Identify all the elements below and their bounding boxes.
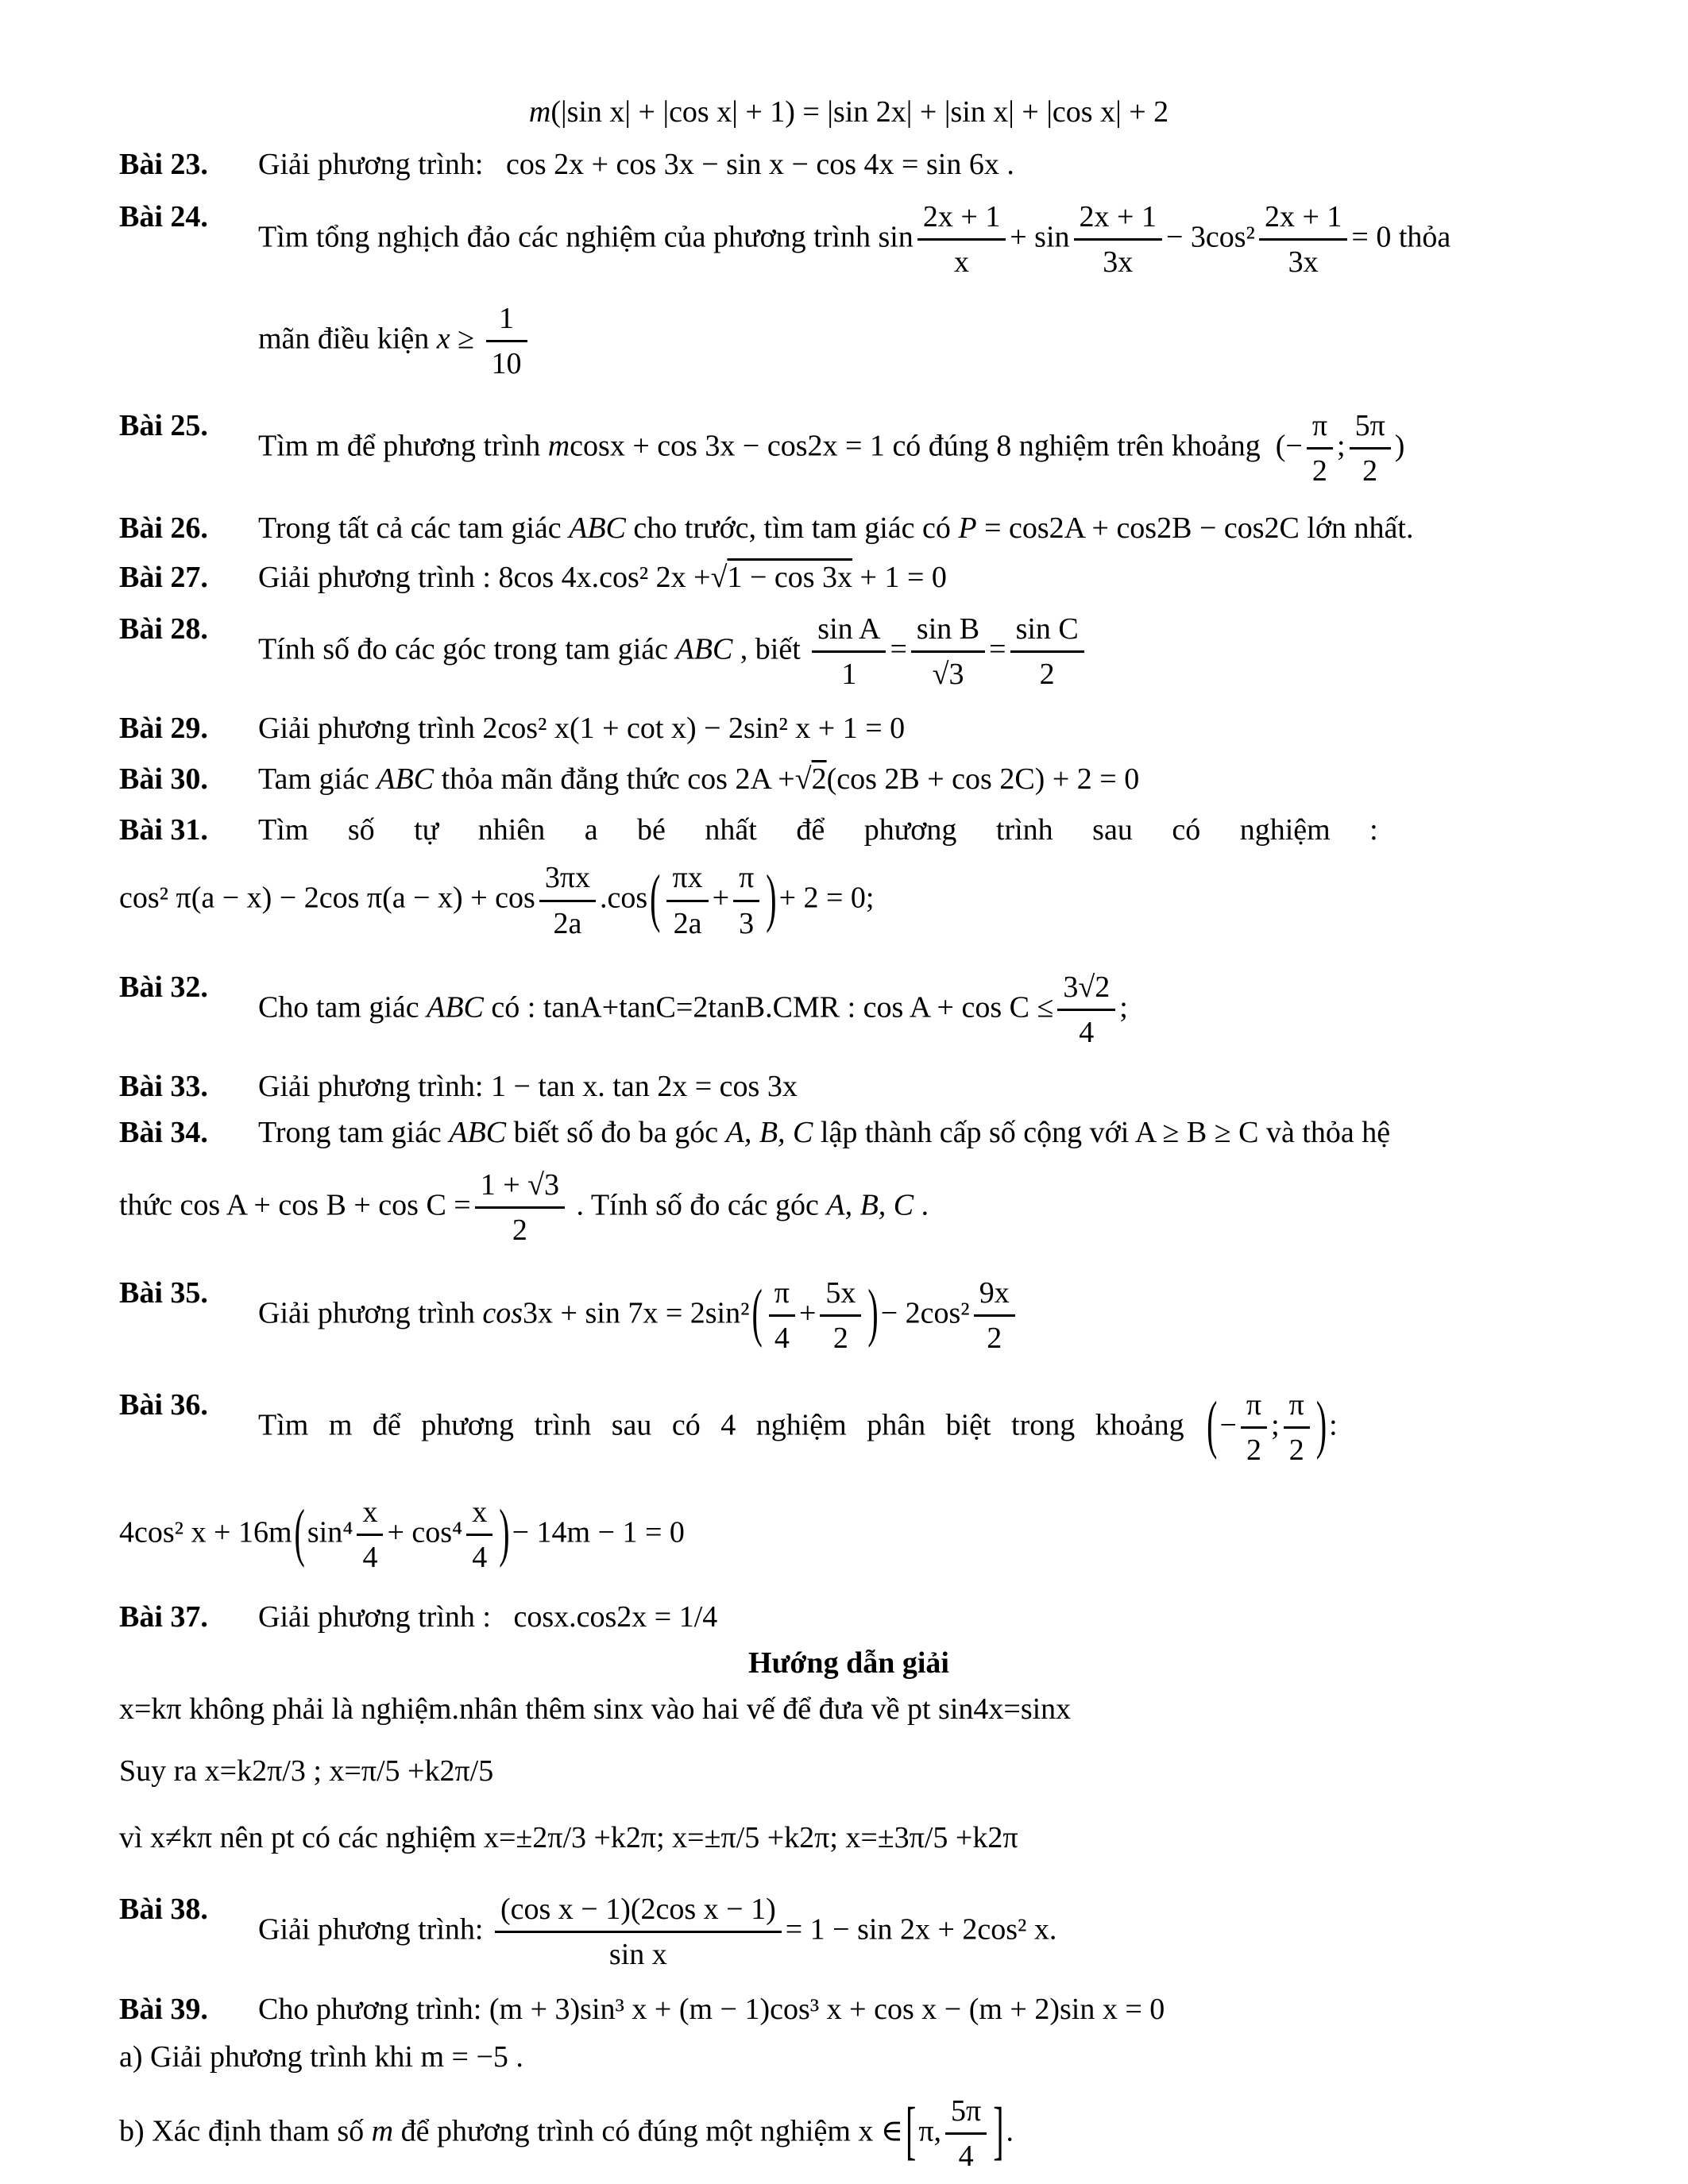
math-run: 3x + sin 7x = 2sin²	[523, 1295, 750, 1329]
fraction-denominator: √3	[932, 657, 964, 691]
math-run: −	[1219, 1408, 1237, 1442]
math-variable: cos	[482, 1295, 523, 1329]
math-run: cos 2A +	[687, 762, 795, 797]
fraction-numerator: 9x	[974, 1273, 1015, 1317]
math-variable: ABC	[427, 990, 484, 1024]
text-run: Tìm m để phương trình sau có 4 nghiệm phân biệt trong khoảng	[258, 1408, 1205, 1442]
fraction	[466, 1492, 492, 1577]
text-run: .	[508, 2039, 523, 2074]
big-delimiter: (	[751, 1275, 763, 1349]
big-delimiter: (	[294, 1495, 305, 1569]
math-run: cosx.cos2x = 1/4	[513, 1599, 718, 1634]
text-run: Cho phương trình:	[258, 1992, 489, 2026]
exercise-32	[119, 967, 1578, 1052]
math-run: x ∈	[858, 2114, 904, 2148]
fraction	[475, 1165, 565, 1250]
exercise-28-label: Bài 28.	[119, 612, 208, 646]
exercise-39	[119, 1989, 1578, 2029]
text-run: . Tính số đo các góc	[569, 1188, 827, 1222]
math-run: = cos2A + cos2B − cos2C	[976, 511, 1300, 546]
exercise-28	[119, 609, 1578, 694]
text-run: .	[914, 1188, 929, 1222]
exercise-27-label: Bài 27.	[119, 561, 208, 595]
fraction-numerator: 1 + √3	[475, 1165, 565, 1209]
fraction-numerator: 5x	[820, 1273, 861, 1317]
exercise-34-label: Bài 34.	[119, 1116, 208, 1150]
square-root	[795, 762, 827, 796]
fraction	[539, 858, 596, 943]
fraction-numerator: 2x + 1	[1074, 197, 1162, 241]
fraction	[769, 1273, 795, 1358]
radicand: 1 − cos 3x	[727, 561, 853, 595]
fraction	[974, 1273, 1015, 1358]
math-run: (−	[1275, 429, 1303, 463]
fraction-denominator: 3x	[1103, 245, 1134, 280]
math-run: + sin	[1010, 220, 1070, 254]
math-run: cos A + cos B + cos C =	[180, 1188, 471, 1222]
fraction-numerator: sin C	[1010, 609, 1084, 653]
exercise-24-continuation	[258, 299, 1578, 384]
fraction-numerator: π	[1284, 1385, 1310, 1429]
text-run: và thỏa hệ	[1258, 1116, 1391, 1150]
exercise-36-equation	[119, 1492, 1578, 1577]
math-run: + cos⁴	[387, 1515, 463, 1549]
fraction-denominator: 2a	[673, 906, 702, 940]
math-variable: A, B, C	[725, 1116, 813, 1150]
exercise-26	[119, 508, 1578, 548]
fraction-denominator: 4	[1079, 1015, 1095, 1049]
exercise-25-label: Bài 25.	[119, 408, 208, 442]
exercise-29-content	[258, 708, 1578, 748]
fraction-denominator: 4	[774, 1321, 790, 1355]
fraction-denominator: 2	[987, 1321, 1002, 1355]
text-run: x=kπ không phải là nghiệm.nhân thêm sinx vào hai vế để đưa về pt sin4x=sinx	[119, 1692, 1072, 1726]
text-run: Giải phương trình:	[258, 148, 506, 182]
text-run: .	[999, 148, 1014, 182]
math-run: )	[1394, 429, 1405, 463]
math-run: (|sin x| + |cos x| + 1) = |sin 2x| + |sin x| + |cos x| + 2	[550, 95, 1169, 129]
text-run: Cho tam giác	[258, 990, 427, 1024]
fraction	[357, 1492, 383, 1577]
solution-paragraph-2	[119, 1751, 1578, 1791]
math-run: ;	[1337, 429, 1346, 463]
math-run: − 2cos²	[880, 1295, 970, 1329]
exercise-39-part-a	[119, 2037, 1578, 2077]
fraction	[1010, 609, 1084, 694]
fraction-numerator: πx	[666, 858, 708, 901]
square-root	[711, 561, 852, 594]
text-run: Giải phương trình:	[258, 1069, 491, 1103]
math-run: .cos	[600, 881, 648, 915]
exercise-37-label: Bài 37.	[119, 1599, 208, 1634]
math-run: 1 − tan x. tan 2x = cos 3x	[490, 1069, 798, 1103]
fraction-numerator: (cos x − 1)(2cos x − 1)	[495, 1889, 782, 1933]
math-run: cos 2x + cos 3x − sin x − cos 4x = sin 6x	[505, 148, 999, 182]
fraction	[911, 609, 985, 694]
math-run: ;	[1271, 1408, 1280, 1442]
fraction-denominator: x	[954, 245, 970, 280]
text-run: biết số đo ba góc	[506, 1116, 726, 1150]
text-run: lớn nhất.	[1299, 511, 1414, 546]
fraction-denominator: sin x	[608, 1938, 667, 1972]
big-delimiter: )	[867, 1275, 879, 1349]
text-run: thỏa	[1391, 220, 1451, 254]
equation-top	[119, 92, 1578, 132]
math-run: ;	[1119, 990, 1128, 1024]
fraction-denominator: 2	[1288, 1433, 1304, 1468]
text-run: có đúng 8 nghiệm trên khoảng	[884, 429, 1276, 463]
solution-guide-heading: Hướng dẫn giải	[748, 1646, 949, 1680]
math-run: − 3cos²	[1165, 220, 1255, 254]
exercise-34-continuation	[119, 1165, 1578, 1250]
exercise-28-content	[258, 609, 1578, 694]
exercise-33-content	[258, 1067, 1578, 1106]
math-run: =	[989, 631, 1006, 666]
text-run: b) Xác định tham số	[119, 2114, 372, 2148]
text-run: Giải phương trình	[258, 711, 483, 745]
fraction-numerator: sin A	[812, 609, 886, 653]
exercise-26-label: Bài 26.	[119, 511, 208, 546]
fraction	[486, 299, 527, 384]
math-run: cos² π(a − x) − 2cos π(a − x) + cos	[119, 881, 535, 915]
fraction	[820, 1273, 861, 1358]
exercise-37-content	[258, 1597, 1578, 1637]
exercise-24-label: Bài 24.	[119, 200, 208, 234]
exercise-39-part-b	[119, 2091, 1578, 2176]
exercise-31	[119, 810, 1578, 850]
exercise-35-content	[258, 1273, 1578, 1358]
fraction-numerator: 1	[486, 299, 527, 342]
fraction-denominator: 3x	[1288, 245, 1319, 280]
fraction-denominator: 4	[362, 1541, 378, 1575]
exercise-27	[119, 558, 1578, 597]
big-delimiter: (	[650, 860, 661, 934]
exercise-24	[119, 197, 1578, 282]
fraction	[666, 858, 708, 943]
exercise-36-content	[258, 1385, 1578, 1470]
math-variable: ABC	[377, 762, 435, 797]
math-run: = 0	[1351, 220, 1392, 254]
math-run: − 14m − 1 = 0	[512, 1515, 685, 1549]
fraction-denominator: 2	[832, 1321, 848, 1355]
exercise-37	[119, 1597, 1578, 1637]
big-delimiter: )	[499, 1495, 510, 1569]
text-run: có : tanA+tanC=2tanB.CMR :	[483, 990, 863, 1024]
fraction	[917, 197, 1006, 282]
fraction-denominator: 2	[1246, 1433, 1261, 1468]
text-run: a) Giải phương trình khi	[119, 2039, 421, 2074]
math-run: cos A + cos C ≤	[863, 990, 1054, 1024]
text-run: cho trước, tìm tam giác có	[625, 511, 959, 546]
big-delimiter: )	[1315, 1387, 1327, 1461]
exercise-26-content	[258, 508, 1578, 548]
math-variable: ABC	[569, 511, 626, 546]
exercise-38	[119, 1889, 1578, 1974]
fraction	[1259, 197, 1347, 282]
exercise-34-content	[258, 1113, 1578, 1152]
exercise-35	[119, 1273, 1578, 1358]
exercise-23-label: Bài 23.	[119, 148, 208, 182]
fraction-numerator: π	[1241, 1385, 1267, 1429]
fraction	[812, 609, 886, 694]
text-run: Giải phương trình :	[258, 1599, 514, 1634]
math-run: A ≥ B ≥ C	[1134, 1116, 1259, 1150]
exercise-25	[119, 406, 1578, 491]
radical-icon: √	[710, 561, 728, 595]
fraction-denominator: 2	[1311, 454, 1327, 488]
fraction-numerator: π	[1307, 406, 1333, 450]
math-run: π,	[918, 2114, 942, 2148]
math-run: 2cos² x(1 + cot x) − 2sin² x + 1 = 0	[482, 711, 906, 745]
math-variable: x	[436, 322, 450, 355]
math-run: .	[1006, 2114, 1014, 2148]
text-run: Trong tam giác	[258, 1116, 450, 1150]
exercise-39-content	[258, 1989, 1578, 2029]
fraction-denominator: 1	[841, 657, 857, 691]
math-run: m = −5	[420, 2039, 508, 2074]
fraction	[1307, 406, 1333, 491]
math-run: sin⁴	[307, 1515, 353, 1549]
exercise-31-label: Bài 31.	[119, 813, 208, 847]
fraction	[1057, 967, 1115, 1052]
exercise-31-content	[258, 810, 1578, 850]
math-run: ≥	[450, 322, 482, 355]
fraction-denominator: 4	[958, 2140, 974, 2174]
text-run: Tìm tổng nghịch đảo các nghiệm của phương trình	[258, 220, 879, 254]
big-delimiter: )	[766, 860, 777, 934]
text-run: Tam giác	[258, 762, 377, 797]
math-run: sin	[878, 220, 914, 254]
fraction-numerator: π	[769, 1273, 795, 1317]
text-run: Giải phương trình :	[258, 561, 499, 595]
math-run: (cos 2B + cos 2C) + 2 = 0	[826, 762, 1140, 797]
math-variable: A, B, C	[826, 1188, 914, 1222]
exercise-25-content	[258, 406, 1578, 491]
text-run: Trong tất cả các tam giác	[258, 511, 570, 546]
exercise-38-label: Bài 38.	[119, 1893, 208, 1927]
text-run: để phương trình có đúng một nghiệm	[393, 2114, 859, 2148]
exercise-30-content	[258, 759, 1578, 799]
fraction-numerator: 2x + 1	[917, 197, 1006, 241]
fraction-numerator: 3√2	[1057, 967, 1115, 1011]
math-run: + 1 = 0	[852, 561, 947, 595]
text-run: thỏa mãn đẳng thức	[434, 762, 688, 797]
exercise-29	[119, 708, 1578, 748]
fraction-numerator: x	[466, 1492, 492, 1536]
math-run: (m + 3)sin³ x + (m − 1)cos³ x + cos x − (m + 2)sin x = 0	[489, 1992, 1165, 2026]
math-variable: ABC	[449, 1116, 507, 1150]
text-run: , biết	[732, 631, 809, 666]
fraction-numerator: 2x + 1	[1259, 197, 1347, 241]
exercise-32-label: Bài 32.	[119, 970, 208, 1004]
exercise-36-label: Bài 36.	[119, 1387, 208, 1422]
math-run: cosx + cos 3x − cos2x = 1	[570, 429, 885, 463]
text-run: Tìm m để phương trình	[258, 429, 548, 463]
big-delimiter: ]	[993, 2093, 1004, 2167]
fraction-denominator: 2	[1362, 454, 1378, 488]
math-run: + 2 = 0;	[778, 881, 875, 915]
fraction-denominator: 2a	[553, 906, 582, 940]
fraction-numerator: π	[733, 858, 759, 901]
exercise-36	[119, 1385, 1578, 1470]
math-variable: m	[371, 2114, 394, 2148]
text-run: Giải phương trình:	[258, 1912, 491, 1947]
exercise-29-label: Bài 29.	[119, 711, 208, 745]
fraction	[733, 858, 759, 943]
solution-paragraph-3	[119, 1818, 1578, 1858]
fraction	[945, 2091, 987, 2176]
fraction	[495, 1889, 782, 1974]
fraction	[1350, 406, 1391, 491]
exercise-38-content	[258, 1889, 1578, 1974]
fraction-numerator: 3πx	[539, 858, 596, 901]
fraction-denominator: 3	[739, 906, 755, 940]
text-run: thức	[119, 1188, 180, 1222]
math-run: :	[1329, 1408, 1338, 1442]
fraction-numerator: 5π	[945, 2091, 987, 2135]
text-run: Tìm số tự nhiên a bé nhất để phương trình sau có nghiệm :	[258, 813, 1378, 847]
fraction-numerator: 5π	[1350, 406, 1391, 450]
exercise-23	[119, 145, 1578, 184]
math-run: 8cos 4x.cos² 2x +	[498, 561, 711, 595]
math-run: = 1 − sin 2x + 2cos² x.	[785, 1912, 1057, 1947]
exercise-31-equation	[119, 858, 1578, 943]
exercise-24-content	[258, 197, 1578, 282]
fraction-numerator: sin B	[911, 609, 985, 653]
fraction-numerator: x	[357, 1492, 383, 1536]
exercise-39-label: Bài 39.	[119, 1992, 208, 2026]
exercise-30-label: Bài 30.	[119, 762, 208, 797]
math-run: +	[712, 881, 730, 915]
exercise-34	[119, 1113, 1578, 1152]
fraction-denominator: 2	[512, 1214, 527, 1248]
math-variable: ABC	[675, 631, 733, 666]
exercise-32-content	[258, 967, 1578, 1052]
fraction-denominator: 2	[1039, 657, 1055, 691]
text-run: Suy ra x=k2π/3 ; x=π/5 +k2π/5	[119, 1754, 494, 1788]
text-run: vì x≠kπ nên pt có các nghiệm x=±2π/3 +k2π; x=±π/5 +k2π; x=±3π/5 +k2π	[119, 1821, 1018, 1855]
exercise-27-content	[258, 558, 1578, 597]
exercise-30	[119, 759, 1578, 799]
fraction	[1284, 1385, 1310, 1470]
math-variable: m	[528, 95, 551, 129]
exercise-23-content	[258, 145, 1578, 184]
math-variable: m	[547, 429, 570, 463]
radicand: 2	[811, 762, 827, 797]
text-run: mãn điều kiện	[258, 322, 437, 355]
text-run: Tính số đo các góc trong tam giác	[258, 631, 676, 666]
fraction	[1074, 197, 1162, 282]
radical-icon: √	[794, 762, 812, 797]
text-run: Giải phương trình	[258, 1295, 483, 1329]
exercise-35-label: Bài 35.	[119, 1275, 208, 1310]
math-run: =	[890, 631, 907, 666]
fraction-denominator: 4	[472, 1541, 488, 1575]
fraction	[1241, 1385, 1267, 1470]
solution-paragraph-1	[119, 1689, 1578, 1729]
text-run: lập thành cấp số cộng với	[813, 1116, 1135, 1150]
big-delimiter: (	[1207, 1387, 1218, 1461]
big-delimiter: [	[906, 2093, 917, 2167]
fraction-denominator: 10	[491, 346, 522, 380]
math-run: 4cos² x + 16m	[119, 1515, 292, 1549]
exercise-33	[119, 1067, 1578, 1106]
math-variable: P	[958, 511, 977, 546]
exercise-33-label: Bài 33.	[119, 1069, 208, 1103]
math-run: +	[798, 1295, 817, 1329]
